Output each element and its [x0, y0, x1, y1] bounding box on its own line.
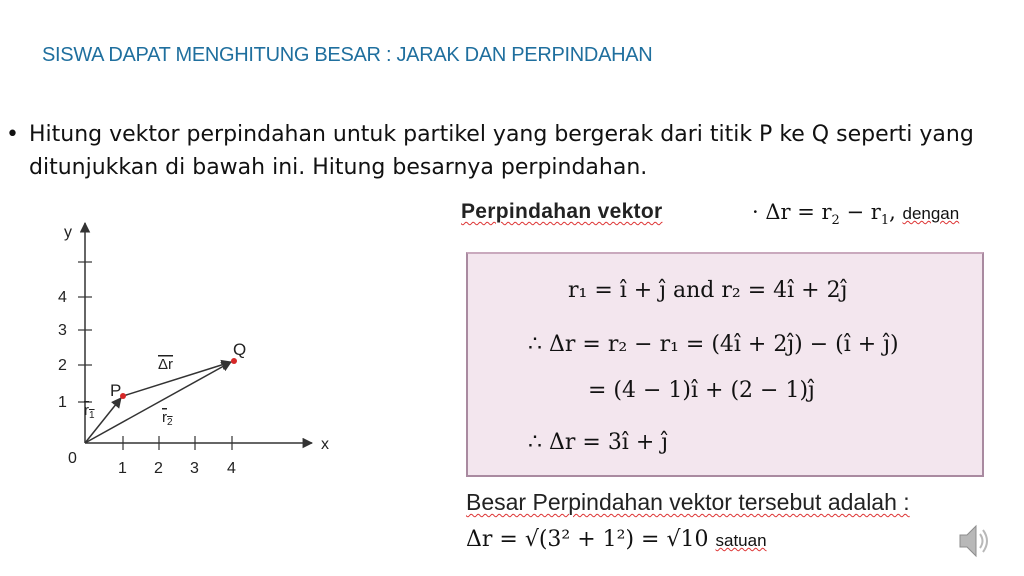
- vector-r2: [85, 362, 231, 443]
- x-axis-label: x: [321, 436, 329, 453]
- solution-line-3: = (4 − 1)î + (2 − 1)ĵ: [588, 378, 815, 403]
- solution-line-1: r₁ = î + ĵ and r₂ = 4î + 2ĵ: [568, 278, 848, 303]
- r1-label: $r_1$: [84, 402, 95, 421]
- x-tick-label-1: 1: [118, 460, 127, 477]
- y-tick-label-1: 1: [58, 394, 67, 411]
- y-tick-label-2: 2: [58, 357, 67, 374]
- slide-title: SISWA DAPAT MENGHITUNG BESAR : JARAK DAN PERPINDAHAN: [42, 44, 653, 66]
- vector-graph: [50, 215, 350, 485]
- x-tick-label-2: 2: [154, 460, 163, 477]
- r2-label: $r_2$: [162, 409, 173, 428]
- point-q-label: Q: [233, 340, 247, 359]
- origin-label: 0: [68, 450, 77, 467]
- y-tick-label-4: 4: [58, 289, 67, 306]
- point-p-label: P: [110, 381, 122, 400]
- y-tick-label-3: 3: [58, 322, 67, 339]
- bullet-paragraph: [6, 118, 1011, 184]
- x-tick-label-4: 4: [227, 460, 236, 477]
- bullet-text: Hitung vektor perpindahan untuk partikel yang bergerak dari titik P ke Q seperti yang ditunjukkan di bawah ini. Hitung besarnya perpindahan.: [29, 122, 974, 180]
- solution-box: [466, 252, 984, 477]
- displacement-formula: · $\Delta r = r_2 - r_1$, dengan: [752, 200, 960, 229]
- x-tick-label-3: 3: [190, 460, 199, 477]
- solution-line-2: ∴ Δr = r₂ − r₁ = (4î + 2ĵ) − (î + ĵ): [528, 332, 899, 357]
- magnitude-heading: Besar Perpindahan vektor tersebut adalah :: [466, 489, 910, 515]
- bullet-dot: •: [6, 122, 19, 147]
- vector-delta-r: [123, 362, 231, 396]
- magnitude-result: Δr = √(3² + 1²) = √10 satuan: [466, 527, 767, 552]
- displacement-heading: Perpindahan vektor: [461, 200, 663, 223]
- solution-line-4: ∴ Δr = 3î + ĵ: [528, 430, 669, 455]
- delta-r-label: Δr: [158, 356, 174, 373]
- y-axis-label: y: [64, 224, 72, 241]
- speaker-icon[interactable]: [957, 521, 991, 561]
